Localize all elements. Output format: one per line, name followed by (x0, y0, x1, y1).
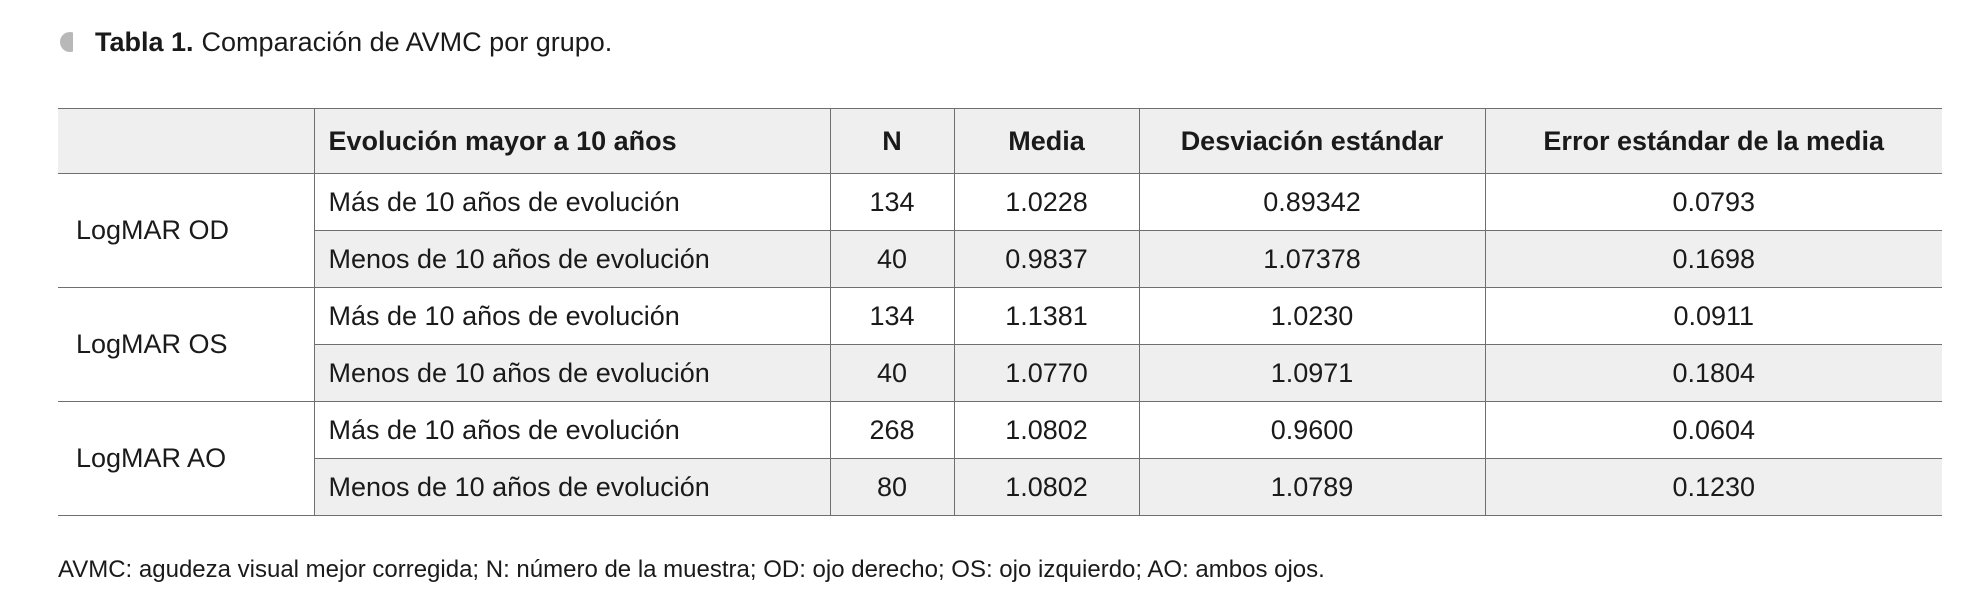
cell-evolucion: Menos de 10 años de evolución (314, 345, 830, 402)
caption-label: Tabla 1. (95, 26, 194, 57)
table-row (58, 288, 1942, 345)
cell-media: 1.0802 (954, 459, 1139, 516)
cell-evolucion: Menos de 10 años de evolución (314, 459, 830, 516)
cell-error: 0.1698 (1485, 231, 1942, 288)
cell-media: 1.0802 (954, 402, 1139, 459)
cell-desviacion: 1.07378 (1139, 231, 1485, 288)
comparison-table (58, 108, 1942, 516)
cell-error: 0.0793 (1485, 174, 1942, 231)
header-error: Error estándar de la media (1485, 109, 1942, 174)
cell-desviacion: 1.0230 (1139, 288, 1485, 345)
cell-n: 268 (830, 402, 954, 459)
group-label-od: LogMAR OD (58, 174, 314, 288)
cell-evolucion: Menos de 10 años de evolución (314, 231, 830, 288)
header-n: N (830, 109, 954, 174)
cell-evolucion: Más de 10 años de evolución (314, 174, 830, 231)
table-footnote: AVMC: agudeza visual mejor corregida; N: número de la muestra; OD: ojo derecho; OS: ojo izquierdo; AO: ambos ojos. (58, 556, 1325, 583)
table-row (58, 345, 1942, 402)
cell-media: 1.0770 (954, 345, 1139, 402)
caption-text: Comparación de AVMC por grupo. (201, 26, 613, 57)
header-group (58, 109, 314, 174)
table-row (58, 402, 1942, 459)
cell-n: 134 (830, 288, 954, 345)
cell-error: 0.0911 (1485, 288, 1942, 345)
cell-evolucion: Más de 10 años de evolución (314, 402, 830, 459)
header-evolucion: Evolución mayor a 10 años (314, 109, 830, 174)
cell-n: 80 (830, 459, 954, 516)
table-row (58, 231, 1942, 288)
cell-n: 40 (830, 231, 954, 288)
cell-media: 1.0228 (954, 174, 1139, 231)
cell-error: 0.0604 (1485, 402, 1942, 459)
table-header-row (58, 109, 1942, 174)
table-caption (60, 22, 612, 62)
cell-error: 0.1230 (1485, 459, 1942, 516)
group-label-os: LogMAR OS (58, 288, 314, 402)
table-row (58, 459, 1942, 516)
comparison-table-container (58, 108, 1942, 516)
cell-evolucion: Más de 10 años de evolución (314, 288, 830, 345)
cell-n: 134 (830, 174, 954, 231)
cell-desviacion: 1.0789 (1139, 459, 1485, 516)
header-desviacion: Desviación estándar (1139, 109, 1485, 174)
cell-n: 40 (830, 345, 954, 402)
cell-error: 0.1804 (1485, 345, 1942, 402)
table-row (58, 174, 1942, 231)
cell-media: 1.1381 (954, 288, 1139, 345)
half-circle-bullet-icon (60, 32, 73, 52)
header-media: Media (954, 109, 1139, 174)
cell-desviacion: 0.89342 (1139, 174, 1485, 231)
cell-desviacion: 0.9600 (1139, 402, 1485, 459)
cell-desviacion: 1.0971 (1139, 345, 1485, 402)
cell-media: 0.9837 (954, 231, 1139, 288)
group-label-ao: LogMAR AO (58, 402, 314, 516)
